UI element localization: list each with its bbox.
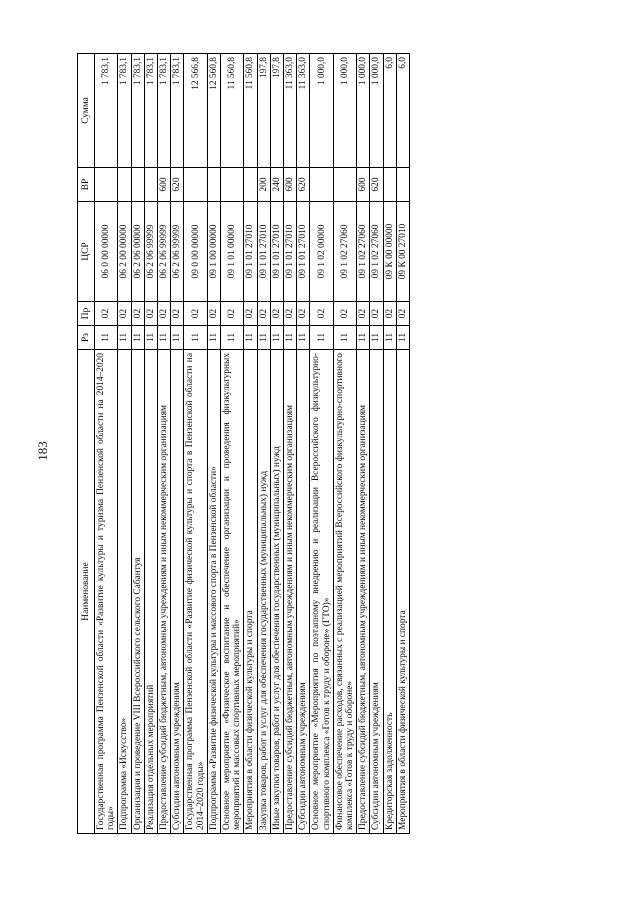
row-csr: 09 К 00 00000	[383, 202, 396, 302]
row-vr	[131, 168, 144, 202]
row-pr: 02	[184, 302, 207, 326]
row-pr: 02	[370, 302, 383, 326]
row-rz: 11	[333, 326, 356, 350]
row-rz: 11	[383, 326, 396, 350]
row-sum: 1 000,0	[310, 54, 333, 168]
table-row	[244, 54, 257, 834]
row-pr: 02	[95, 302, 118, 326]
row-csr: 09 1 01 27010	[297, 202, 310, 302]
row-rz: 11	[144, 326, 157, 350]
row-csr: 09 1 01 27010	[244, 202, 257, 302]
row-sum: 1 783,1	[95, 54, 118, 168]
row-pr: 02	[333, 302, 356, 326]
row-vr	[144, 168, 157, 202]
table-row	[297, 54, 310, 834]
row-pr: 02	[207, 302, 220, 326]
table-row	[284, 54, 297, 834]
row-vr: 600	[158, 168, 171, 202]
row-csr: 06 2 06 99999	[158, 202, 171, 302]
row-pr: 02	[221, 302, 244, 326]
row-name: Организация и проведение VIII Всероссийского сельского Сабантуя	[131, 350, 144, 834]
row-csr: 09 1 01 27010	[257, 202, 270, 302]
row-csr: 06 2 06 99999	[171, 202, 184, 302]
row-vr	[184, 168, 207, 202]
table-row	[95, 54, 118, 834]
table-row	[383, 54, 396, 834]
table-row	[396, 54, 409, 834]
row-vr: 200	[257, 168, 270, 202]
table-row	[310, 54, 333, 834]
row-pr: 02	[158, 302, 171, 326]
table-row	[171, 54, 184, 834]
row-csr: 09 К 00 27010	[396, 202, 409, 302]
table-row	[158, 54, 171, 834]
row-csr: 09 0 00 00000	[184, 202, 207, 302]
row-rz: 11	[270, 326, 283, 350]
row-sum: 1 000,0	[333, 54, 356, 168]
header-pr: Пр	[78, 302, 95, 326]
row-csr: 06 2 06 00000	[131, 202, 144, 302]
row-pr: 02	[144, 302, 157, 326]
row-csr: 06 2 00 00000	[118, 202, 131, 302]
row-sum: 1 783,1	[118, 54, 131, 168]
row-rz: 11	[184, 326, 207, 350]
row-sum: 197,8	[270, 54, 283, 168]
row-pr: 02	[257, 302, 270, 326]
table-row	[184, 54, 207, 834]
row-csr: 09 1 00 00000	[207, 202, 220, 302]
row-sum: 1 783,1	[144, 54, 157, 168]
row-name: Мероприятия в области физической культуры и спорта	[244, 350, 257, 834]
row-rz: 11	[244, 326, 257, 350]
row-name: Финансовое обеспечение расходов, связанных с реализацией мероприятий Всероссийского физкультурно-спортивного комплекса «Готов к труду и обороне»	[333, 350, 356, 834]
table-row	[144, 54, 157, 834]
header-vr: ВР	[78, 168, 95, 202]
row-name: Подпрограмма «Развитие физической культуры и массового спорта в Пензенской области»	[207, 350, 220, 834]
row-name: Предоставление субсидий бюджетным, автономным учреждениям и иным некоммерческим организациям	[284, 350, 297, 834]
row-rz: 11	[357, 326, 370, 350]
row-sum: 6,0	[383, 54, 396, 168]
row-vr: 620	[297, 168, 310, 202]
row-csr: 09 1 02 27060	[370, 202, 383, 302]
row-csr: 09 1 01 00000	[221, 202, 244, 302]
header-rz: Рз	[78, 326, 95, 350]
row-csr: 06 0 00 00000	[95, 202, 118, 302]
table-row	[370, 54, 383, 834]
row-name: Основное мероприятие «Физическое воспитание и обеспечение организации и проведения физкультурных мероприятий и массовых спортивных мероприятий»	[221, 350, 244, 834]
row-name: Мероприятия в области физической культуры и спорта	[396, 350, 409, 834]
row-sum: 12 566,8	[184, 54, 207, 168]
row-pr: 02	[310, 302, 333, 326]
table-row	[333, 54, 356, 834]
budget-table	[77, 53, 410, 834]
row-vr	[310, 168, 333, 202]
row-rz: 11	[131, 326, 144, 350]
row-vr: 240	[270, 168, 283, 202]
row-vr: 620	[370, 168, 383, 202]
table-row	[357, 54, 370, 834]
row-pr: 02	[171, 302, 184, 326]
row-rz: 11	[310, 326, 333, 350]
row-name: Предоставление субсидий бюджетным, автономным учреждениям и иным некоммерческим организациям	[357, 350, 370, 834]
row-name: Основное мероприятие «Мероприятия по поэтапному внедрению и реализации Всероссийского физкультурно-спортивного комплекса «Готов к труду и обороне» (ГТО)»	[310, 350, 333, 834]
row-csr: 09 1 02 27060	[357, 202, 370, 302]
page-number: 183	[35, 441, 50, 461]
row-csr: 06 2 06 99999	[144, 202, 157, 302]
row-pr: 02	[357, 302, 370, 326]
rotated-page-content	[77, 54, 559, 834]
row-name: Иные закупки товаров, работ и услуг для обеспечения государственных (муниципальных) нужд	[270, 350, 283, 834]
row-name: Государственная программа Пензенской области «Развитие физической культуры и спорта в Пензенской области на 2014–2020 годы»	[184, 350, 207, 834]
table-row	[270, 54, 283, 834]
table-row	[118, 54, 131, 834]
row-pr: 02	[284, 302, 297, 326]
row-csr: 09 1 01 27010	[284, 202, 297, 302]
row-rz: 11	[171, 326, 184, 350]
row-vr	[207, 168, 220, 202]
row-rz: 11	[221, 326, 244, 350]
row-sum: 11 560,8	[221, 54, 244, 168]
row-pr: 02	[131, 302, 144, 326]
row-sum: 197,8	[257, 54, 270, 168]
row-sum: 1 000,0	[370, 54, 383, 168]
row-sum: 1 783,1	[158, 54, 171, 168]
row-vr	[221, 168, 244, 202]
row-name: Реализация отдельных мероприятий	[144, 350, 157, 834]
row-vr	[396, 168, 409, 202]
row-sum: 1 783,1	[131, 54, 144, 168]
row-csr: 09 1 02 00000	[310, 202, 333, 302]
row-pr: 02	[270, 302, 283, 326]
row-name: Субсидии автономным учреждениям	[171, 350, 184, 834]
row-vr	[383, 168, 396, 202]
row-name: Государственная программа Пензенской области «Развитие культуры и туризма Пензенской области на 2014–2020 годы»	[95, 350, 118, 834]
row-pr: 02	[383, 302, 396, 326]
table-row	[221, 54, 244, 834]
header-sum: Сумма	[78, 54, 95, 168]
header-name: Наименование	[78, 350, 95, 834]
row-vr	[95, 168, 118, 202]
row-pr: 02	[244, 302, 257, 326]
row-vr	[118, 168, 131, 202]
row-name: Кредиторская задолженность	[383, 350, 396, 834]
header-csr: ЦСР	[78, 202, 95, 302]
row-rz: 11	[297, 326, 310, 350]
row-csr: 09 1 01 27010	[270, 202, 283, 302]
row-rz: 11	[158, 326, 171, 350]
row-csr: 09 1 02 27060	[333, 202, 356, 302]
row-rz: 11	[95, 326, 118, 350]
row-vr: 600	[357, 168, 370, 202]
table-body	[95, 54, 410, 834]
row-rz: 11	[370, 326, 383, 350]
row-pr: 02	[297, 302, 310, 326]
row-vr: 600	[284, 168, 297, 202]
row-sum: 11 363,0	[297, 54, 310, 168]
row-rz: 11	[118, 326, 131, 350]
row-sum: 12 560,8	[207, 54, 220, 168]
row-name: Предоставление субсидий бюджетным, автономным учреждениям и иным некоммерческим организациям	[158, 350, 171, 834]
row-sum: 11 363,0	[284, 54, 297, 168]
row-name: Подпрограмма «Искусство»	[118, 350, 131, 834]
row-rz: 11	[257, 326, 270, 350]
row-sum: 1 000,0	[357, 54, 370, 168]
row-pr: 02	[396, 302, 409, 326]
row-vr: 620	[171, 168, 184, 202]
table-row	[257, 54, 270, 834]
row-rz: 11	[207, 326, 220, 350]
row-vr	[333, 168, 356, 202]
row-sum: 6,0	[396, 54, 409, 168]
table-row	[131, 54, 144, 834]
row-sum: 11 560,8	[244, 54, 257, 168]
row-sum: 1 783,1	[171, 54, 184, 168]
row-pr: 02	[118, 302, 131, 326]
row-vr	[244, 168, 257, 202]
row-rz: 11	[396, 326, 409, 350]
row-name: Субсидии автономным учреждениям	[297, 350, 310, 834]
row-name: Субсидии автономным учреждениям	[370, 350, 383, 834]
row-rz: 11	[284, 326, 297, 350]
table-row	[207, 54, 220, 834]
row-name: Закупка товаров, работ и услуг для обеспечения государственных (муниципальных) нужд	[257, 350, 270, 834]
table-header-row	[78, 54, 95, 834]
